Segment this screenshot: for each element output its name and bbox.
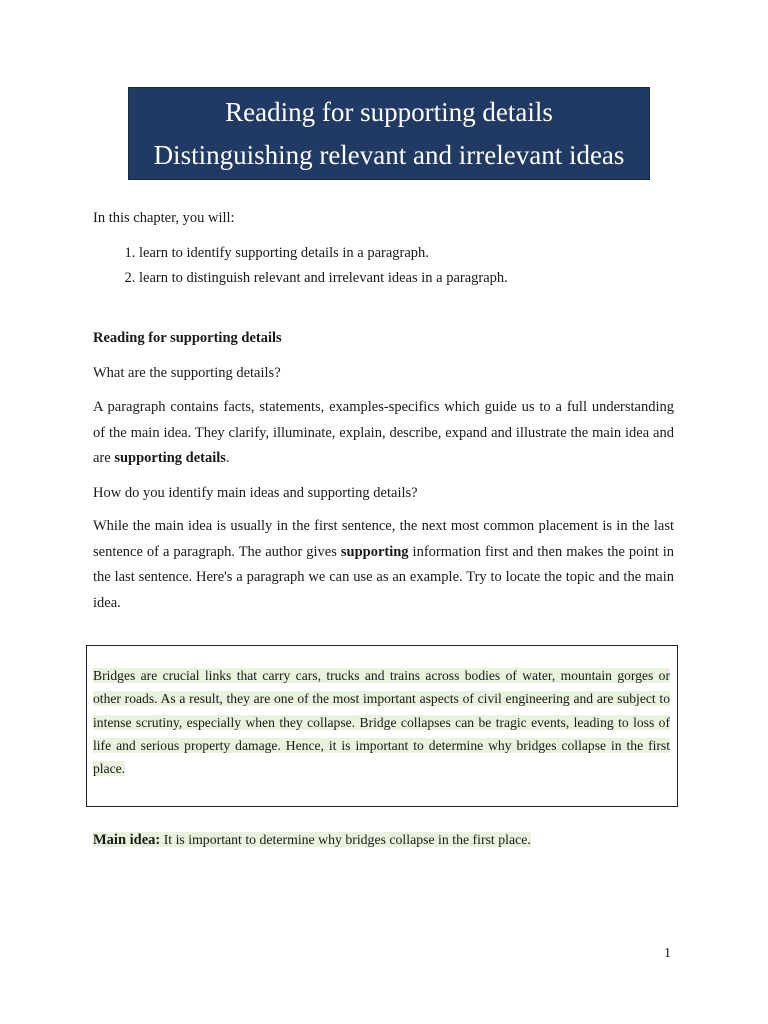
objectives-list: [93, 241, 679, 291]
paragraph-supporting-details: [93, 395, 674, 472]
paragraph-bold-term: supporting details: [114, 450, 226, 466]
example-paragraph: [93, 664, 670, 780]
objective-item: 2. learn to distinguish relevant and irrelevant ideas in a paragraph.: [139, 266, 679, 291]
main-idea-text: It is important to determine why bridges collapse in the first place.: [160, 832, 531, 847]
chapter-title-line-2: Distinguishing relevant and irrelevant ideas: [153, 140, 625, 170]
chapter-intro: In this chapter, you will:: [93, 210, 235, 226]
example-paragraph-box: [86, 645, 678, 807]
paragraph-text: information first and then makes the point in the last sentence. Here's a paragraph we can use as an example. Try to locate the topic and the main idea.: [93, 543, 675, 611]
main-idea-line: [93, 829, 531, 851]
paragraph-main-idea-placement: [93, 514, 674, 616]
objective-item: 1. learn to identify supporting details in a paragraph.: [139, 241, 679, 266]
page-number: 1: [664, 946, 671, 961]
paragraph-text: A paragraph contains facts, statements, examples-specifics which guide us to a full understanding of the main idea. They clarify, illuminate, explain, describe, expand and illustrate the main idea and are: [93, 399, 674, 466]
question-supporting-details: What are the supporting details?: [93, 365, 281, 381]
example-paragraph-text: Bridges are crucial links that carry cars, trucks and trains across bodies of water, mountain gorges or other roads. As a result, they are one of the most important aspects of civil engineering and are subject to intense scrutiny, especially when they collapse. Bridge collapses can be tragic events, leading to loss of life and serious property damage. Hence, it is important to determine why bridges collapse in the first place.: [93, 668, 670, 777]
chapter-title-banner: [128, 87, 650, 180]
question-identify: How do you identify main ideas and supporting details?: [93, 485, 418, 501]
main-idea-label: Main idea:: [93, 832, 161, 848]
paragraph-text: While the main idea is usually in the first sentence, the next most common placement is in the last sentence of a paragraph. The author gives: [93, 518, 674, 560]
section-heading: Reading for supporting details: [93, 330, 282, 346]
chapter-title-line-1: Reading for supporting details: [225, 97, 553, 127]
paragraph-bold-term: supporting: [340, 543, 409, 560]
paragraph-text: .: [225, 450, 230, 466]
